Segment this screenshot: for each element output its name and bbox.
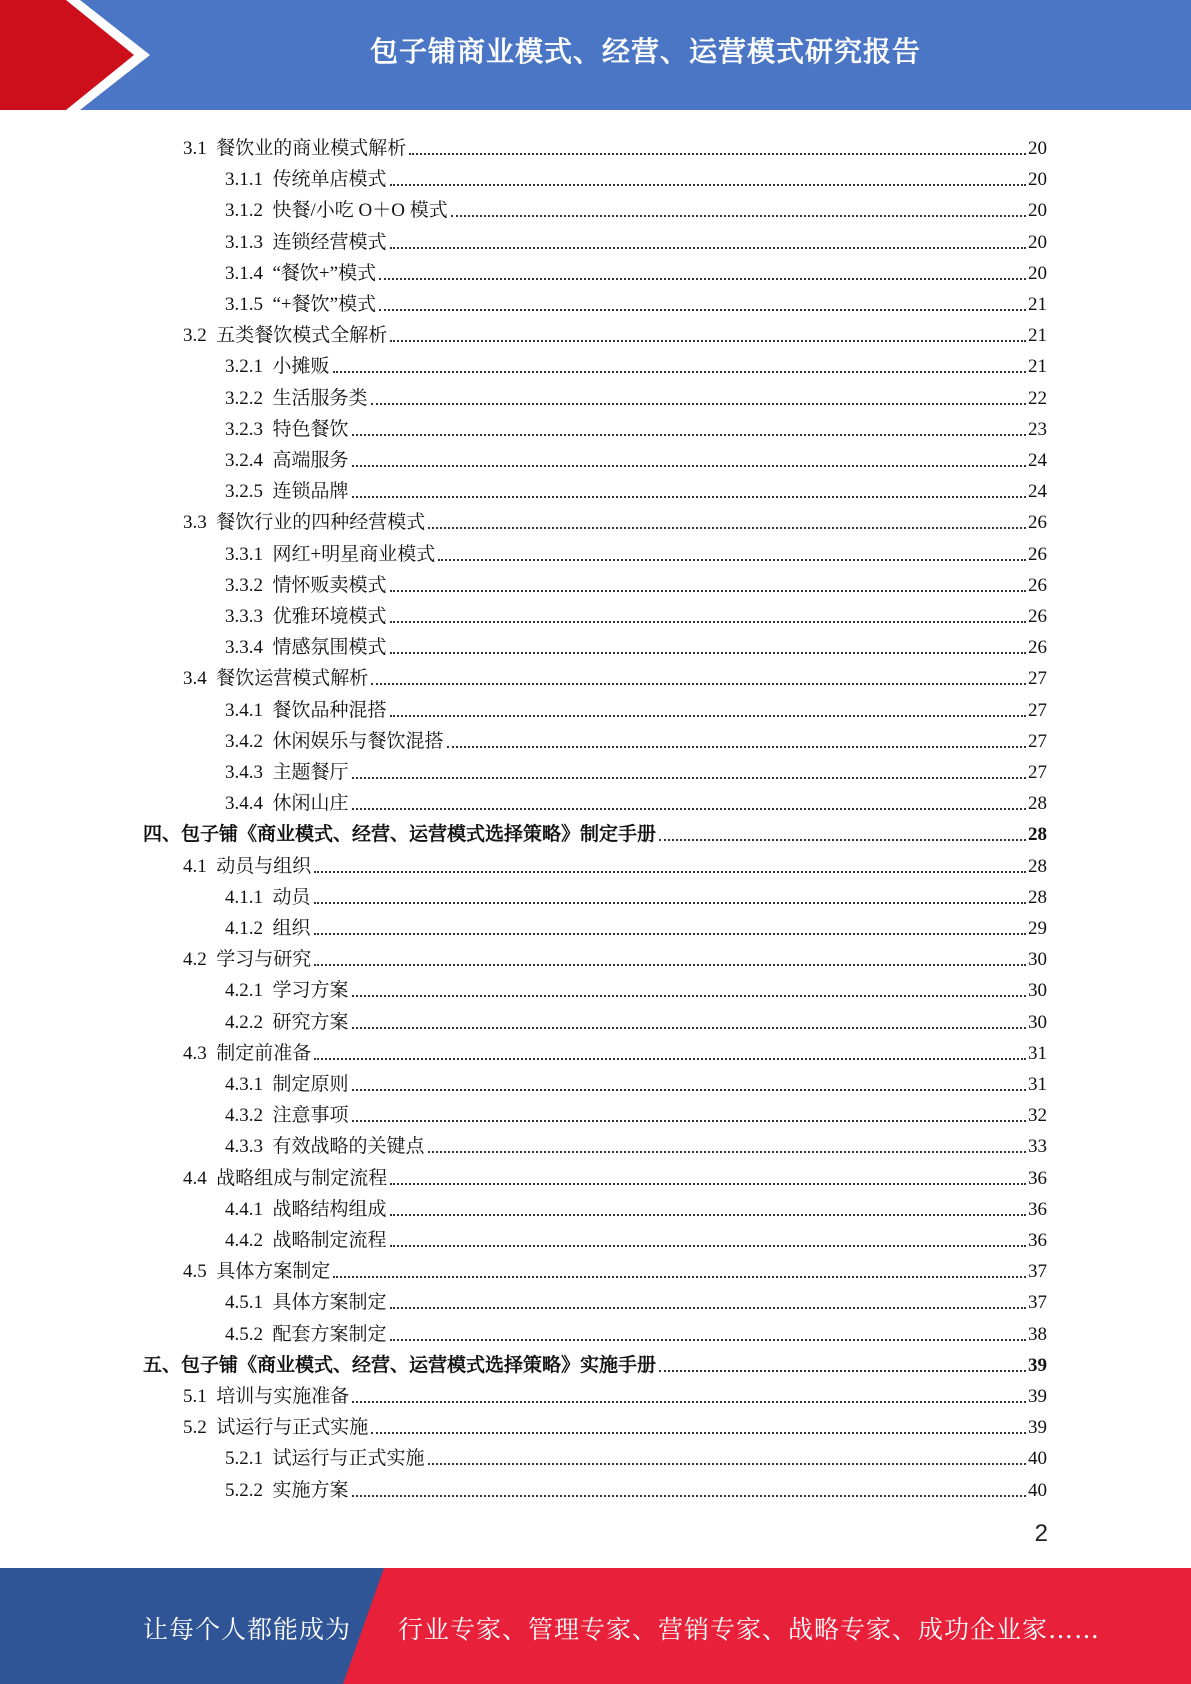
toc-dot-leader (371, 683, 1026, 685)
toc-label: 制定原则 (272, 1074, 349, 1095)
toc-label: 组织 (272, 918, 311, 939)
toc-dot-leader (352, 1027, 1026, 1029)
toc-dot-leader (390, 184, 1026, 186)
toc-dot-leader (390, 621, 1026, 623)
toc-page-number: 20 (1028, 169, 1047, 191)
footer-slogan-left: 让每个人都能成为 (143, 1615, 352, 1644)
toc-number: 4.3.1 (225, 1074, 263, 1095)
toc-number: 3.1.4 (225, 262, 263, 284)
toc-dot-leader (409, 153, 1026, 155)
toc-label: 五、包子铺《商业模式、经营、运营模式选择策略》实施手册 (143, 1354, 657, 1376)
toc-dot-leader (371, 1432, 1026, 1434)
toc-spacer (263, 1104, 273, 1128)
toc-spacer (263, 355, 273, 379)
toc-spacer (263, 1073, 273, 1097)
toc-section[interactable] (183, 1160, 1047, 1191)
toc-subsection[interactable] (225, 972, 1047, 1003)
toc-spacer (207, 948, 217, 972)
toc-number: 4.4.1 (225, 1198, 263, 1220)
toc-label: 餐饮运营模式解析 (216, 668, 369, 690)
toc-section[interactable] (183, 941, 1047, 972)
toc-section[interactable] (183, 660, 1047, 691)
toc-number: 4.3.3 (225, 1136, 263, 1158)
toc-subsection[interactable] (225, 286, 1047, 317)
toc-section[interactable] (183, 1409, 1047, 1440)
toc-page-number: 40 (1028, 1479, 1047, 1501)
toc-subsection[interactable] (225, 1284, 1047, 1315)
toc-page-number: 27 (1028, 699, 1047, 721)
toc-dot-leader (352, 995, 1026, 997)
toc-label: 制定前准备 (216, 1042, 312, 1064)
toc-page-number: 28 (1028, 855, 1047, 877)
toc-spacer (207, 855, 217, 879)
toc-number: 4.3 (183, 1042, 207, 1064)
toc-spacer (263, 293, 273, 317)
toc-subsection[interactable] (225, 411, 1047, 442)
toc-page-number: 21 (1028, 294, 1047, 315)
toc-number: 4.5.1 (225, 1292, 263, 1314)
toc-label: 具体方案制定 (216, 1261, 331, 1283)
toc-page-number: 37 (1028, 1292, 1047, 1314)
toc-page-number: 20 (1028, 231, 1047, 253)
toc-page-number: 31 (1028, 1074, 1047, 1095)
toc-spacer (263, 543, 273, 567)
toc-page-number: 40 (1028, 1448, 1047, 1470)
toc-number: 4.5.2 (225, 1323, 263, 1345)
toc-number: 3.4.3 (225, 762, 263, 783)
toc-spacer (263, 605, 273, 629)
toc-page-number: 27 (1028, 668, 1047, 690)
toc-dot-leader (314, 1058, 1026, 1060)
toc-dot-leader (352, 808, 1026, 810)
toc-dot-leader (428, 1151, 1026, 1153)
toc-dot-leader (390, 1339, 1026, 1341)
toc-subsection[interactable] (225, 442, 1047, 473)
toc-subsection[interactable] (225, 1191, 1047, 1222)
toc-subsection[interactable] (225, 1222, 1047, 1253)
toc-label: 主题餐厅 (272, 762, 349, 783)
toc-spacer (207, 511, 217, 535)
toc-spacer (263, 168, 273, 192)
toc-subsection[interactable] (225, 161, 1047, 192)
toc-page-number: 33 (1028, 1136, 1047, 1158)
toc-label: 学习方案 (272, 980, 349, 1002)
toc-subsection[interactable] (225, 1316, 1047, 1347)
toc-dot-leader (390, 1245, 1026, 1247)
toc-label: 具体方案制定 (272, 1292, 387, 1314)
toc-label: 学习与研究 (216, 949, 312, 971)
header-arrow-decoration (0, 0, 150, 110)
toc-label: 试运行与正式实施 (272, 1448, 425, 1470)
toc-page-number: 31 (1028, 1042, 1047, 1064)
toc-spacer (263, 1323, 273, 1347)
toc-dot-leader (352, 465, 1026, 467)
toc-label: 试运行与正式实施 (216, 1417, 369, 1439)
toc-number: 5.1 (183, 1386, 207, 1407)
toc-spacer (207, 1260, 217, 1284)
toc-page-number: 28 (1028, 886, 1047, 908)
toc-page-number: 22 (1028, 387, 1047, 409)
toc-spacer (263, 574, 273, 598)
toc-spacer (207, 324, 217, 348)
toc-page-number: 28 (1028, 824, 1047, 846)
toc-subsection[interactable] (225, 879, 1047, 910)
toc-dot-leader (428, 527, 1026, 529)
toc-spacer (263, 231, 273, 255)
toc-label: 餐饮行业的四种经营模式 (216, 512, 426, 534)
toc-dot-leader (447, 746, 1026, 748)
toc-spacer (263, 979, 273, 1003)
toc-page-number: 21 (1028, 325, 1047, 347)
toc-page-number: 20 (1028, 200, 1047, 222)
toc-subsection[interactable] (225, 692, 1047, 723)
toc-dot-leader (428, 1463, 1026, 1465)
toc-spacer (263, 699, 273, 723)
toc-label: 连锁品牌 (272, 481, 349, 503)
toc-dot-leader (390, 247, 1026, 249)
toc-subsection[interactable] (225, 1066, 1047, 1097)
toc-page-number: 24 (1028, 450, 1047, 471)
toc-section[interactable] (183, 1253, 1047, 1284)
toc-dot-leader (352, 496, 1026, 498)
toc-spacer (263, 1447, 273, 1471)
toc-spacer (263, 1479, 273, 1503)
toc-number: 3.2.3 (225, 418, 263, 440)
toc-number: 3.3.2 (225, 574, 263, 596)
toc-page-number: 26 (1028, 637, 1047, 659)
toc-number: 3.4.4 (225, 793, 263, 815)
toc-dot-leader (314, 933, 1026, 935)
toc-label: 优雅环境模式 (272, 606, 387, 627)
toc-subsection[interactable] (225, 754, 1047, 785)
toc-page-number: 21 (1028, 356, 1047, 378)
toc-number: 4.3.2 (225, 1105, 263, 1127)
toc-number: 3.2 (183, 325, 207, 347)
toc-number: 3.3.3 (225, 606, 263, 627)
toc-spacer (207, 137, 217, 161)
toc-dot-leader (352, 1495, 1026, 1497)
toc-page-number: 23 (1028, 418, 1047, 440)
toc-page-number: 36 (1028, 1167, 1047, 1189)
toc-subsection[interactable] (225, 910, 1047, 941)
toc-label: 小摊贩 (272, 356, 330, 378)
toc-number: 3.1.2 (225, 200, 263, 222)
toc-number: 3.1.3 (225, 231, 263, 253)
toc-label: 动员 (272, 886, 311, 908)
toc-dot-leader (451, 215, 1026, 217)
toc-number: 3.4.1 (225, 699, 263, 721)
toc-spacer (263, 1135, 273, 1159)
toc-number: 4.1.2 (225, 918, 263, 939)
toc-label: 连锁经营模式 (272, 231, 387, 253)
toc-dot-leader (352, 1401, 1026, 1403)
toc-chapter[interactable] (143, 816, 1047, 847)
toc-number: 4.1.1 (225, 886, 263, 908)
toc-number: 3.3.4 (225, 637, 263, 659)
toc-label: 培训与实施准备 (216, 1386, 350, 1407)
toc-page-number: 30 (1028, 980, 1047, 1002)
toc-section[interactable] (183, 1035, 1047, 1066)
toc-subsection[interactable] (225, 723, 1047, 754)
toc-number: 4.5 (183, 1261, 207, 1283)
toc-subsection[interactable] (225, 629, 1047, 660)
toc-number: 4.4.2 (225, 1230, 263, 1251)
toc-subsection[interactable] (225, 598, 1047, 629)
toc-subsection[interactable] (225, 1472, 1047, 1503)
toc-subsection[interactable] (225, 348, 1047, 379)
toc-label: 实施方案 (272, 1479, 349, 1501)
toc-dot-leader (352, 1089, 1026, 1091)
toc-label: 传统单店模式 (272, 169, 387, 191)
toc-page-number: 39 (1028, 1417, 1047, 1439)
toc-spacer (263, 262, 273, 286)
toc-subsection[interactable] (225, 536, 1047, 567)
toc-number: 3.2.5 (225, 481, 263, 503)
toc-dot-leader (314, 902, 1026, 904)
toc-page-number: 36 (1028, 1198, 1047, 1220)
toc-page-number: 24 (1028, 481, 1047, 503)
toc-page-number: 26 (1028, 512, 1047, 534)
toc-dot-leader (379, 309, 1026, 311)
toc-spacer (263, 792, 273, 816)
toc-label: 网红+明星商业模式 (272, 543, 436, 565)
toc-page-number: 28 (1028, 793, 1047, 815)
toc-dot-leader (659, 839, 1026, 841)
toc-number: 3.2.2 (225, 387, 263, 409)
toc-page-number: 20 (1028, 262, 1047, 284)
toc-label: 特色餐饮 (272, 418, 349, 440)
toc-label: 餐饮业的商业模式解析 (216, 138, 407, 159)
toc-subsection[interactable] (225, 1440, 1047, 1471)
toc-label: 有效战略的关键点 (272, 1136, 425, 1158)
toc-label: 注意事项 (272, 1105, 349, 1127)
toc-number: 3.2.1 (225, 356, 263, 378)
toc-subsection[interactable] (225, 224, 1047, 255)
toc-spacer (207, 667, 217, 691)
toc-page-number: 26 (1028, 574, 1047, 596)
toc-page-number: 30 (1028, 949, 1047, 971)
toc-number: 3.1 (183, 138, 207, 159)
toc-number: 4.2.2 (225, 1011, 263, 1033)
toc-dot-leader (333, 1276, 1026, 1278)
toc-spacer (207, 1167, 217, 1191)
toc-dot-leader (390, 1307, 1026, 1309)
toc-dot-leader (390, 652, 1026, 654)
toc-label: 休闲娱乐与餐饮混搭 (272, 730, 444, 752)
toc-dot-leader (333, 371, 1026, 373)
toc-page-number: 32 (1028, 1105, 1047, 1127)
toc-number: 5.2.2 (225, 1479, 263, 1501)
toc-page-number: 36 (1028, 1230, 1047, 1251)
toc-label: 休闲山庄 (272, 793, 349, 815)
toc-subsection[interactable] (225, 567, 1047, 598)
toc-section[interactable] (183, 317, 1047, 348)
toc-number: 3.4 (183, 668, 207, 690)
toc-subsection[interactable] (225, 192, 1047, 223)
toc-label: 战略结构组成 (272, 1198, 387, 1220)
toc-page-number: 38 (1028, 1323, 1047, 1345)
toc-dot-leader (390, 715, 1026, 717)
page-footer (0, 1568, 1191, 1684)
toc-subsection[interactable] (225, 473, 1047, 504)
toc-number: 4.4 (183, 1167, 207, 1189)
page-header (0, 0, 1191, 110)
toc-spacer (263, 1229, 273, 1253)
toc-dot-leader (438, 559, 1026, 561)
toc-number: 5.2 (183, 1417, 207, 1439)
toc-section[interactable] (183, 130, 1047, 161)
toc-page-number: 39 (1028, 1354, 1047, 1376)
toc-dot-leader (371, 403, 1026, 405)
toc-label: 研究方案 (272, 1011, 349, 1033)
toc-section[interactable] (183, 848, 1047, 879)
toc-label: 五类餐饮模式全解析 (216, 325, 388, 347)
toc-dot-leader (379, 278, 1026, 280)
toc-number: 3.4.2 (225, 730, 263, 752)
toc-number: 3.3 (183, 512, 207, 534)
toc-dot-leader (314, 871, 1026, 873)
toc-label: 四、包子铺《商业模式、经营、运营模式选择策略》制定手册 (143, 824, 657, 846)
toc-label: 配套方案制定 (272, 1323, 387, 1345)
toc-dot-leader (390, 340, 1026, 342)
toc-label: 快餐/小吃 O＋O 模式 (272, 200, 448, 222)
toc-spacer (263, 886, 273, 910)
toc-spacer (263, 636, 273, 660)
toc-label: “餐饮+”模式 (272, 262, 377, 284)
toc-number: 3.1.5 (225, 294, 263, 315)
toc-page-number: 26 (1028, 543, 1047, 565)
toc-spacer (263, 761, 273, 785)
toc-spacer (263, 730, 273, 754)
toc-number: 5.2.1 (225, 1448, 263, 1470)
toc-dot-leader (390, 1214, 1026, 1216)
toc-dot-leader (352, 777, 1026, 779)
toc-page-number: 26 (1028, 606, 1047, 627)
toc-page-number: 37 (1028, 1261, 1047, 1283)
toc-dot-leader (390, 590, 1026, 592)
toc-spacer (263, 449, 273, 473)
toc-page-number: 30 (1028, 1011, 1047, 1033)
toc-label: 生活服务类 (272, 387, 368, 409)
toc-spacer (207, 1042, 217, 1066)
toc-spacer (263, 1198, 273, 1222)
toc-dot-leader (390, 1183, 1026, 1185)
toc-label: 战略制定流程 (272, 1230, 387, 1251)
toc-dot-leader (659, 1370, 1026, 1372)
toc-page-number: 29 (1028, 918, 1047, 939)
toc-number: 3.2.4 (225, 450, 263, 471)
toc-page-number: 39 (1028, 1386, 1047, 1407)
toc-dot-leader (314, 964, 1026, 966)
toc-subsection[interactable] (225, 1097, 1047, 1128)
document-title: 包子铺商业模式、经营、运营模式研究报告 (369, 35, 921, 68)
toc-label: 动员与组织 (216, 855, 312, 877)
toc-section[interactable] (183, 504, 1047, 535)
toc-number: 4.2.1 (225, 980, 263, 1002)
toc-section[interactable] (183, 1378, 1047, 1409)
toc-label: 情感氛围模式 (272, 637, 387, 659)
toc-subsection[interactable] (225, 785, 1047, 816)
toc-spacer (263, 387, 273, 411)
toc-spacer (207, 1385, 217, 1409)
toc-label: 战略组成与制定流程 (216, 1167, 388, 1189)
page-number: 2 (1034, 1520, 1048, 1547)
toc-spacer (207, 1416, 217, 1440)
toc-page-number: 27 (1028, 730, 1047, 752)
footer-slogan-right: 行业专家、管理专家、营销专家、战略专家、成功企业家…… (398, 1615, 1101, 1644)
toc-subsection[interactable] (225, 1128, 1047, 1159)
toc-number: 4.2 (183, 949, 207, 971)
toc-dot-leader (352, 1120, 1026, 1122)
toc-spacer (263, 917, 273, 941)
toc-spacer (263, 480, 273, 504)
toc-spacer (263, 1011, 273, 1035)
toc-spacer (263, 1291, 273, 1315)
toc-page-number: 20 (1028, 138, 1047, 159)
toc-label: 餐饮品种混搭 (272, 699, 387, 721)
toc-subsection[interactable] (225, 1004, 1047, 1035)
toc-number: 4.1 (183, 855, 207, 877)
toc-subsection[interactable] (225, 255, 1047, 286)
toc-dot-leader (352, 434, 1026, 436)
toc-label: “+餐饮”模式 (272, 294, 377, 315)
toc-spacer (263, 199, 273, 223)
toc-number: 3.3.1 (225, 543, 263, 565)
header-arrow-red (0, 0, 134, 110)
toc-chapter[interactable] (143, 1347, 1047, 1378)
toc-spacer (263, 418, 273, 442)
toc-page-number: 27 (1028, 762, 1047, 783)
toc-label: 高端服务 (272, 450, 349, 471)
toc-label: 情怀贩卖模式 (272, 574, 387, 596)
toc-subsection[interactable] (225, 380, 1047, 411)
toc-number: 3.1.1 (225, 169, 263, 191)
